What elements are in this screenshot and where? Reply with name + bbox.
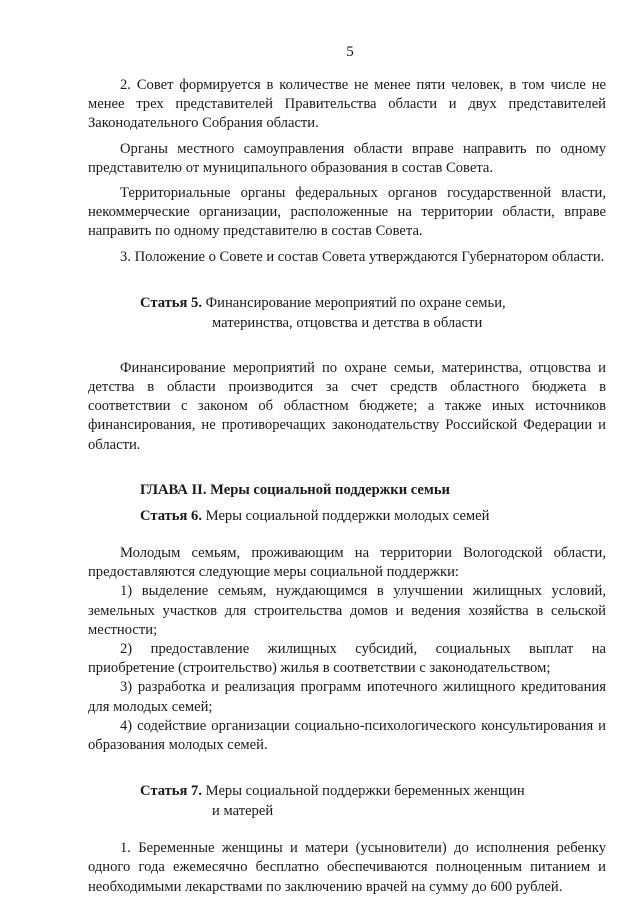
paragraph-council-composition: 2. Совет формируется в количестве не менее пяти человек, в том числе не менее трех представителей Правительства области и двух представителей Законодательного Собрания области. [88,77,606,132]
list-item-2-housing-subsidies: 2) предоставление жилищных субсидий, социальных выплат на приобретение (строительство) жилья в соответствии с законодательством; [88,641,606,677]
paragraph-council-regulation: 3. Положение о Совете и состав Совета утверждаются Губернатором области. [120,248,605,265]
paragraph-federal-bodies: Территориальные органы федеральных органов государственной власти, некоммерческие организации, расположенные на территории области, вправе направить по одному представителю в состав Совета. [88,185,606,240]
page-number: 5 [346,44,354,60]
chapter-2-heading: ГЛАВА II. Меры социальной поддержки семьи [140,481,450,498]
article-7-title: Меры социальной поддержки беременных женщин [205,783,525,800]
article-5-title: Финансирование мероприятий по охране семьи, [205,294,506,311]
paragraph-pregnant-women: 1. Беременные женщины и матери (усыновители) до исполнения ребенку одного года ежемесячно бесплатно обеспечиваются полноценным питанием и необходимыми лекарствами по заключению врачей на сумму до 600 рублей. [88,840,606,895]
article-5-label: Статья 5. [140,294,202,311]
paragraph-local-government: Органы местного самоуправления области вправе направить по одному представителю от муниципального образования в состав Совета. [88,140,606,176]
article-7-title-continued: и матерей [212,803,274,820]
article-7-heading [88,781,606,821]
list-item-3-mortgage-programs: 3) разработка и реализация программ ипотечного жилищного кредитования для молодых семей; [88,679,606,715]
article-5-heading [88,293,606,333]
article-6-heading [88,506,606,526]
document-body [88,76,606,897]
article-7-label: Статья 7. [140,783,202,800]
list-item-1-land-plots: 1) выделение семьям, нуждающимся в улучшении жилищных условий, земельных участков для строительства домов и ведения хозяйства в сельской местности; [88,583,606,638]
paragraph-young-families: Молодым семьям, проживающим на территории Вологодской области, предоставляются следующие меры социальной поддержки: [88,545,606,581]
list-item-4-counseling: 4) содействие организации социально-психологического консультирования и образования молодых семей. [88,717,606,754]
paragraph-financing: Финансирование мероприятий по охране семьи, материнства, отцовства и детства в области производится за счет средств областного бюджета в соответствии с законом об областном бюджете; а также иных источников финансирования, не противоречащих законодательству Российской Федерации и области. [88,359,606,453]
article-5-title-continued: материнства, отцовства и детства в области [212,314,483,331]
article-6-title: Меры социальной поддержки молодых семей [205,508,490,525]
article-6-label: Статья 6. [140,508,202,525]
